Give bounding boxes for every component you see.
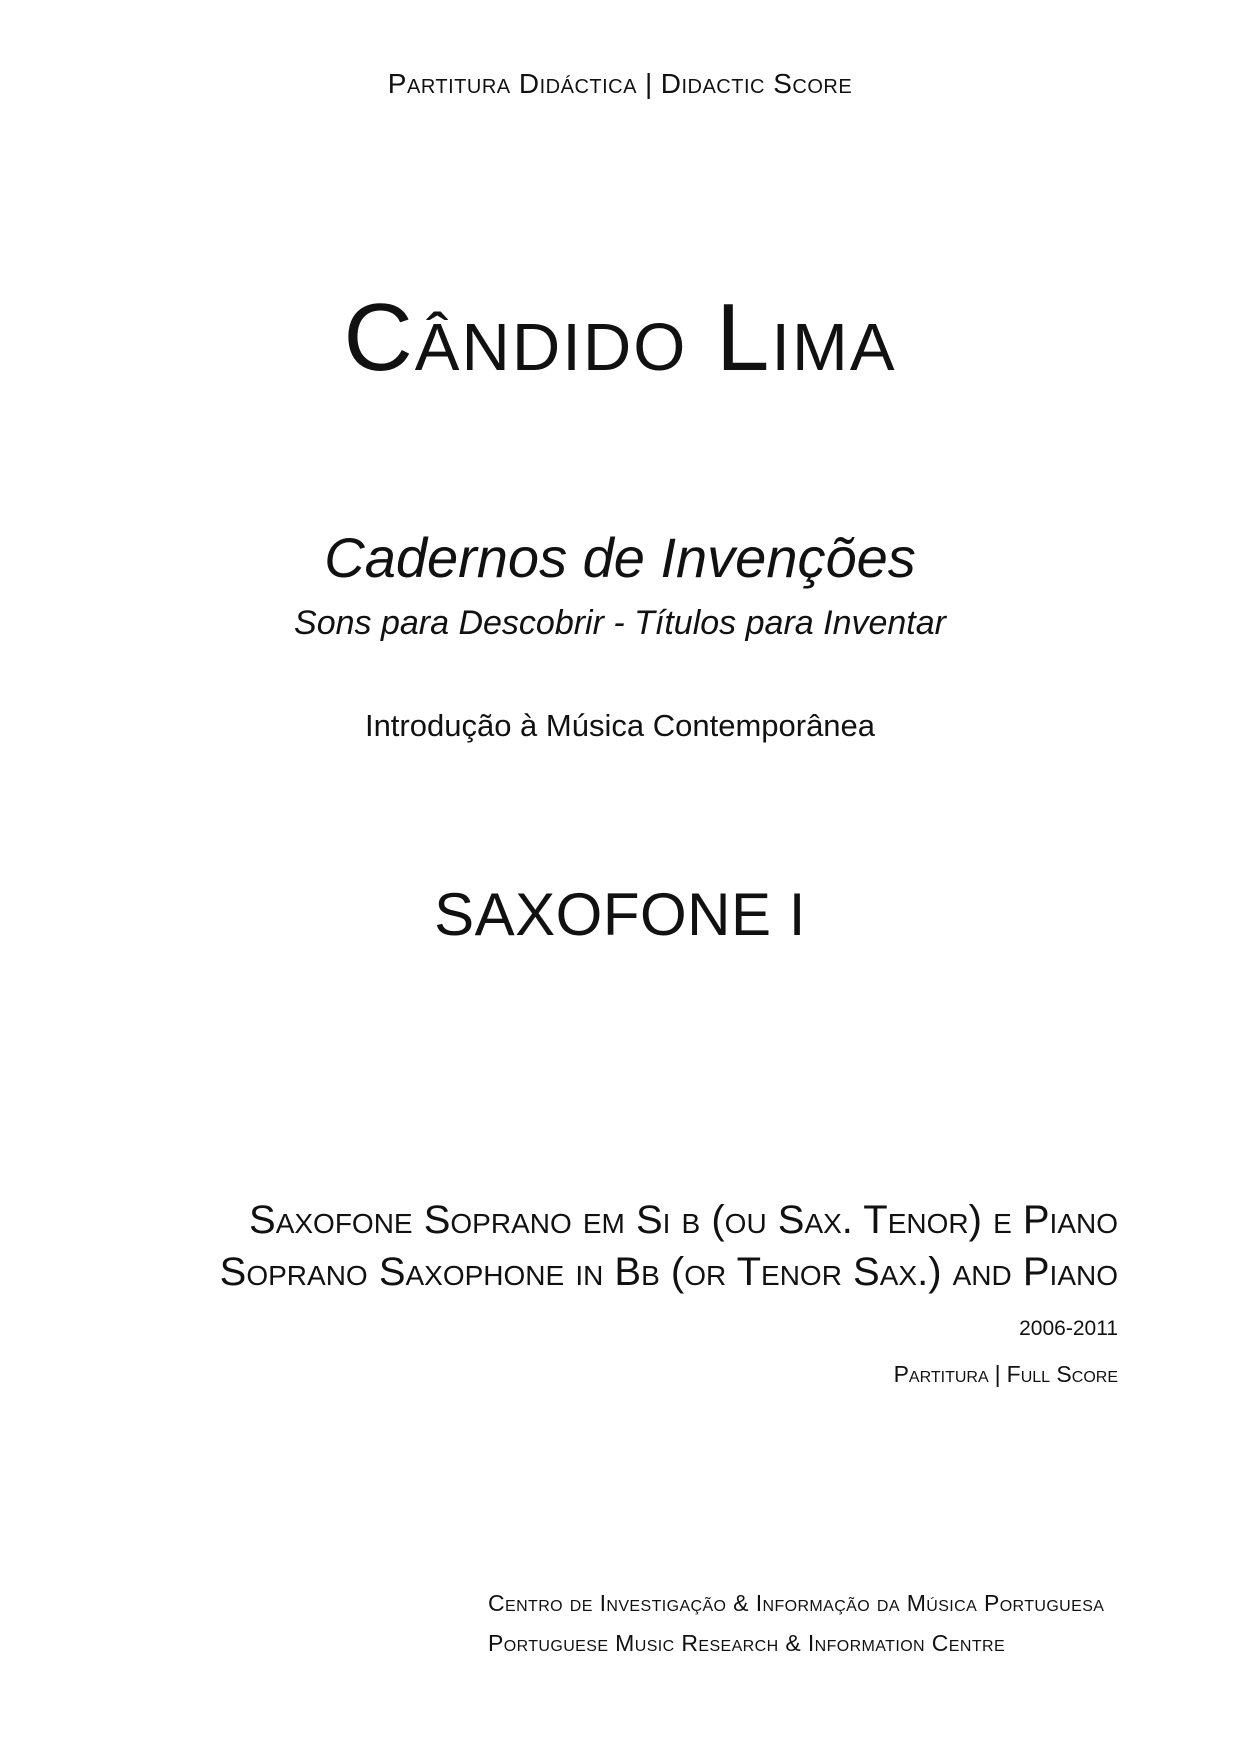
header-label-en: Didactic Score (660, 68, 853, 99)
instrumentation-en: Soprano Saxophone in Bb (or Tenor Sax.) and Piano (219, 1250, 1118, 1294)
instrument-title: SAXOFONE I (434, 881, 806, 948)
institution-name-en: Portuguese Music Research & Information Centre (488, 1630, 1006, 1656)
work-intro: Introdução à Música Contemporânea (364, 708, 876, 743)
institution-name-pt: Centro de Investigação & Informação da Música Portuguesa (488, 1590, 1105, 1616)
work-title: Cadernos de Invenções (324, 526, 916, 589)
header-label-pt: Partitura Didáctica (387, 68, 637, 99)
score-type-pt: Partitura (893, 1361, 989, 1387)
header-separator: | (644, 68, 653, 99)
instrumentation-pt: Saxofone Soprano em Si b (ou Sax. Tenor) e Piano (249, 1198, 1118, 1242)
score-type (894, 1363, 1118, 1386)
composer-name: Cândido Lima (343, 284, 897, 391)
score-type-separator: | (994, 1361, 1001, 1387)
score-type-en: Full Score (1006, 1361, 1118, 1387)
composition-years: 2006-2011 (1019, 1317, 1118, 1340)
document-header (0, 68, 1240, 100)
work-subtitle: Sons para Descobrir - Títulos para Inventar (294, 604, 946, 642)
